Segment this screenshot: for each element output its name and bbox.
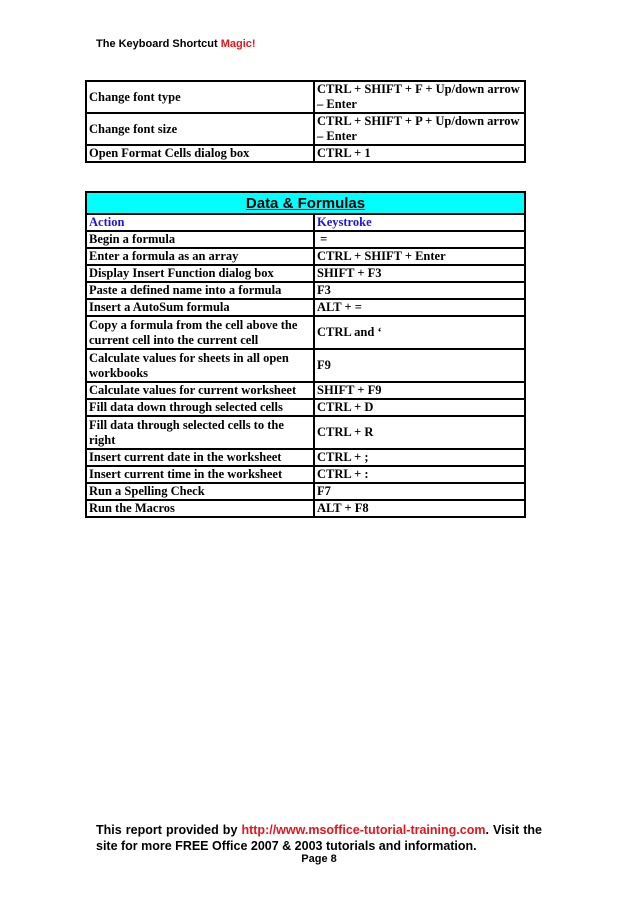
column-header-action: Action xyxy=(86,214,314,231)
table-row xyxy=(86,500,525,517)
action-cell: Insert current time in the worksheet xyxy=(86,466,314,483)
table-row xyxy=(86,483,525,500)
table-row xyxy=(86,466,525,483)
action-cell: Insert a AutoSum formula xyxy=(86,299,314,316)
table-row xyxy=(86,382,525,399)
action-cell: Change font size xyxy=(86,113,314,145)
column-header-keystroke: Keystroke xyxy=(314,214,525,231)
keystroke-cell: ALT + F8 xyxy=(314,500,525,517)
keystroke-cell: CTRL and ‘ xyxy=(314,316,525,349)
keystroke-cell: F9 xyxy=(314,349,525,382)
action-cell: Run the Macros xyxy=(86,500,314,517)
table-row xyxy=(86,399,525,416)
keystroke-cell: SHIFT + F3 xyxy=(314,265,525,282)
header-title: The Keyboard Shortcut xyxy=(96,38,221,50)
keystroke-cell: CTRL + SHIFT + F + Up/down arrow – Enter xyxy=(314,81,525,113)
keystroke-cell: CTRL + ; xyxy=(314,449,525,466)
keystroke-cell: CTRL + SHIFT + P + Up/down arrow – Enter xyxy=(314,113,525,145)
action-cell: Copy a formula from the cell above the current cell into the current cell xyxy=(86,316,314,349)
action-cell: Fill data through selected cells to the right xyxy=(86,416,314,449)
header-title-accent: Magic! xyxy=(220,38,256,50)
keystroke-cell: CTRL + SHIFT + Enter xyxy=(314,248,525,265)
table-row xyxy=(86,265,525,282)
table-row xyxy=(86,299,525,316)
keystroke-cell: F3 xyxy=(314,282,525,299)
action-cell: Fill data down through selected cells xyxy=(86,399,314,416)
action-cell: Calculate values for current worksheet xyxy=(86,382,314,399)
keystroke-cell: ALT + = xyxy=(314,299,525,316)
footer-suffix: . Visit the site for more FREE Office 2007 & 2003 tutorials and information. xyxy=(96,823,542,853)
table-row xyxy=(86,416,525,449)
table-row xyxy=(86,282,525,299)
keystroke-cell: F7 xyxy=(314,483,525,500)
action-cell: Display Insert Function dialog box xyxy=(86,265,314,282)
table-row xyxy=(86,231,525,248)
action-cell: Enter a formula as an array xyxy=(86,248,314,265)
action-cell: Change font type xyxy=(86,81,314,113)
keystroke-cell: CTRL + R xyxy=(314,416,525,449)
action-cell: Insert current date in the worksheet xyxy=(86,449,314,466)
action-cell: Begin a formula xyxy=(86,231,314,248)
keystroke-cell: CTRL + D xyxy=(314,399,525,416)
page-number: Page 8 xyxy=(301,853,337,865)
table-row xyxy=(86,316,525,349)
footer-note xyxy=(96,822,542,854)
action-cell: Calculate values for sheets in all open workbooks xyxy=(86,349,314,382)
data-formulas-table xyxy=(85,191,526,518)
table-row xyxy=(86,349,525,382)
footer-prefix: This report provided by xyxy=(96,823,242,837)
table-title: Data & Formulas xyxy=(86,192,525,214)
action-cell: Open Format Cells dialog box xyxy=(86,145,314,162)
document-header xyxy=(96,38,256,50)
action-cell: Paste a defined name into a formula xyxy=(86,282,314,299)
keystroke-cell: SHIFT + F9 xyxy=(314,382,525,399)
action-cell: Run a Spelling Check xyxy=(86,483,314,500)
table-row xyxy=(86,248,525,265)
keystroke-cell: CTRL + 1 xyxy=(314,145,525,162)
keystroke-cell: = xyxy=(314,231,525,248)
table-row xyxy=(86,449,525,466)
keystroke-cell: CTRL + : xyxy=(314,466,525,483)
footer-link[interactable]: http://www.msoffice-tutorial-training.com xyxy=(241,823,486,837)
format-shortcuts-table xyxy=(85,80,526,163)
